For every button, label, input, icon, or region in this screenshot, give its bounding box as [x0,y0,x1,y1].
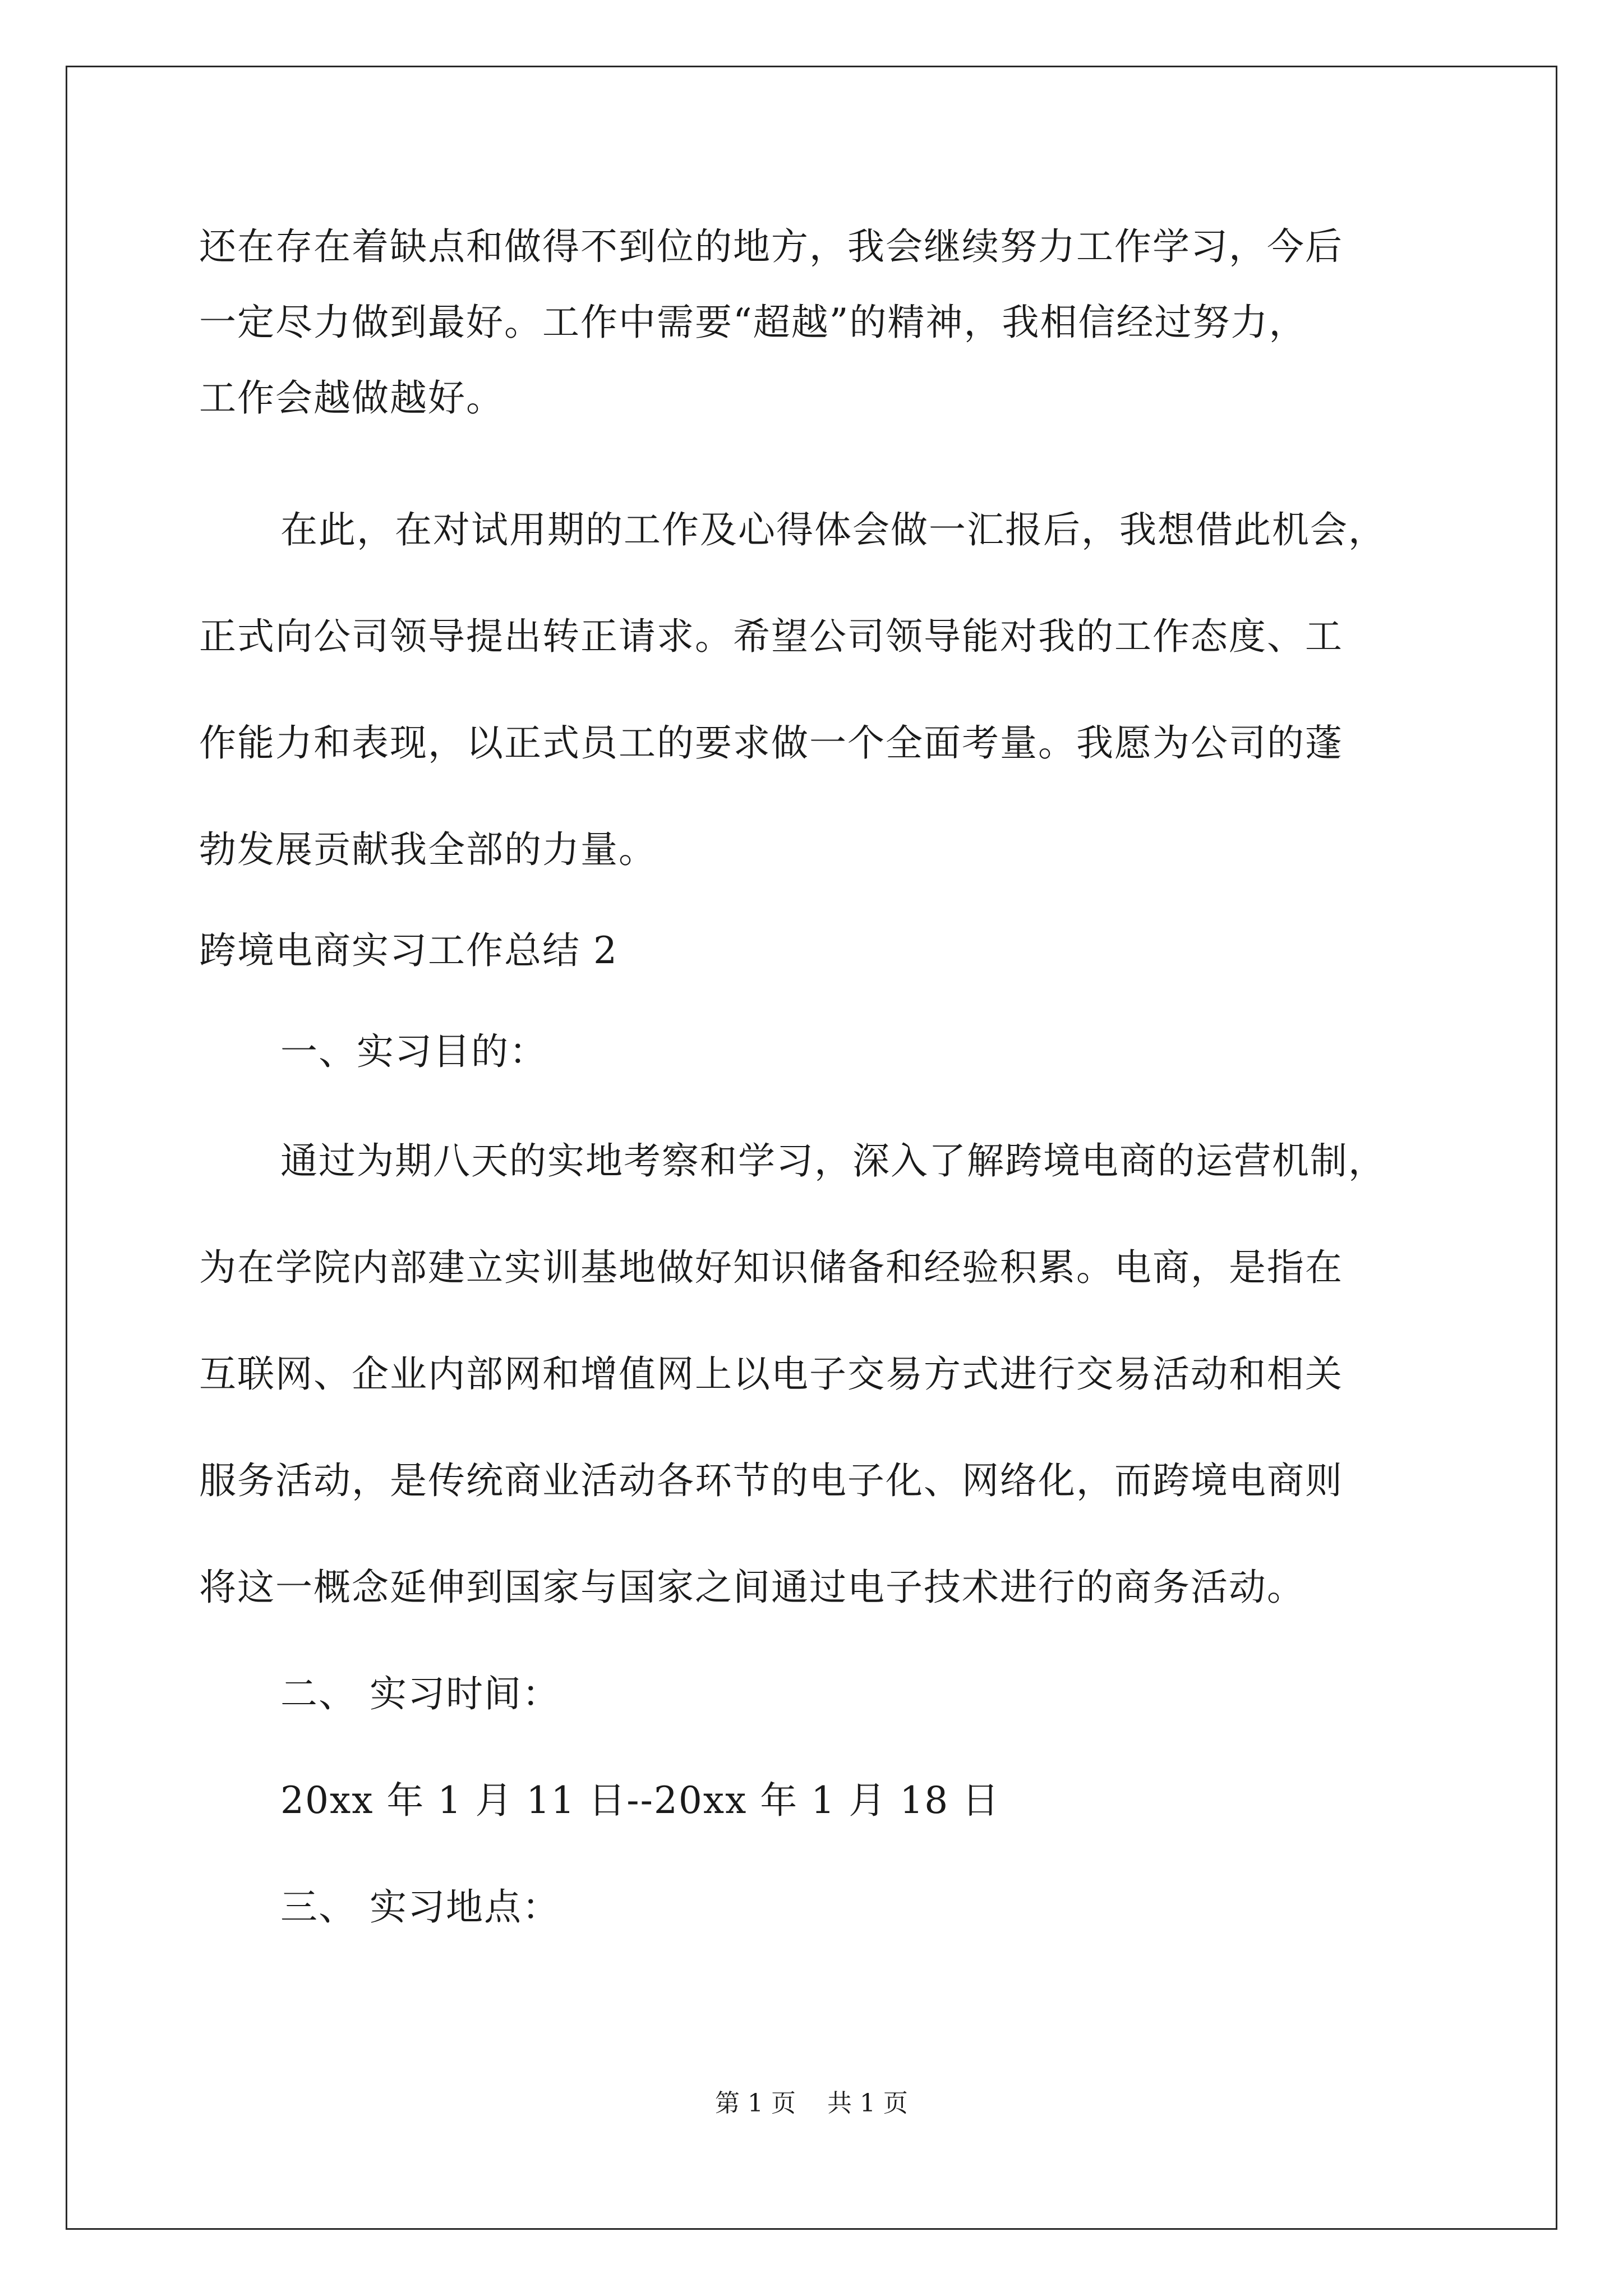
section-title: 跨境电商实习工作总结 2 [199,929,618,972]
body-line: 通过为期八天的实地考察和学习，深入了解跨境电商的运营机制， [280,1139,1386,1182]
section-heading: 二、 实习时间： [280,1672,560,1715]
body-line: 一定尽力做到最好。工作中需要“超越”的精神，我相信经过努力， [199,301,1307,344]
body-line: 互联网、企业内部网和增值网上以电子交易方式进行交易活动和相关 [199,1352,1343,1396]
body-line: 服务活动，是传统商业活动各环节的电子化、网络化，而跨境电商则 [199,1459,1343,1502]
body-line: 勃发展贡献我全部的力量。 [199,828,657,871]
date-range-line: 20xx 年 1 月 11 日--20xx 年 1 月 18 日 [280,1779,1000,1822]
body-line: 将这一概念延伸到国家与国家之间通过电子技术进行的商务活动。 [199,1566,1305,1609]
body-line: 工作会越做越好。 [199,376,504,420]
section-heading: 三、 实习地点： [280,1885,560,1929]
body-line: 正式向公司领导提出转正请求。希望公司领导能对我的工作态度、工 [199,615,1343,658]
body-line: 作能力和表现，以正式员工的要求做一个全面考量。我愿为公司的蓬 [199,721,1343,765]
section-heading: 一、实习目的： [280,1030,547,1073]
body-line: 为在学院内部建立实训基地做好知识储备和经验积累。电商，是指在 [199,1246,1343,1289]
page-number-footer: 第 1 页 共 1 页 [715,2089,908,2118]
body-line: 在此，在对试用期的工作及心得体会做一汇报后，我想借此机会， [280,508,1386,551]
body-line: 还在存在着缺点和做得不到位的地方，我会继续努力工作学习，今后 [199,225,1343,268]
